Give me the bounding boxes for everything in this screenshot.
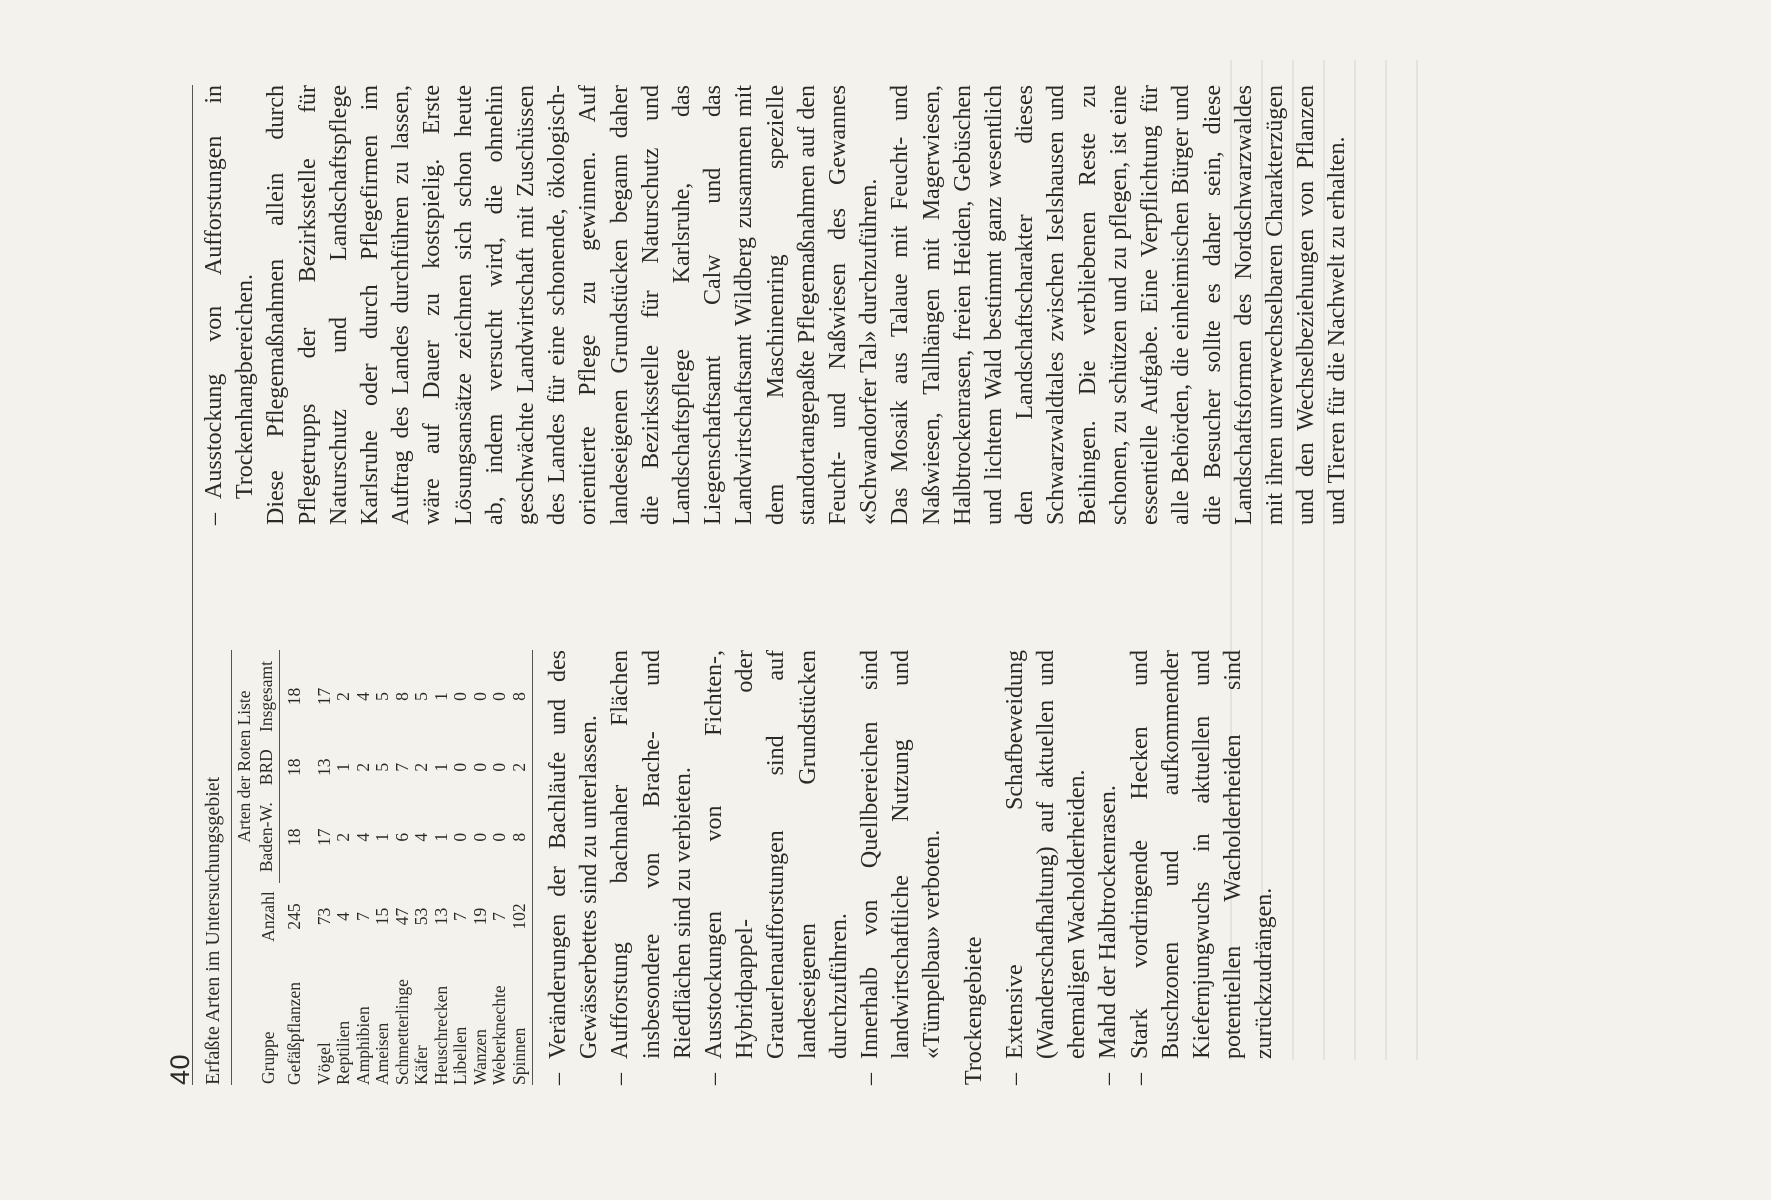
cell-bw: 17 (313, 828, 334, 846)
cell-group: Heuschrecken (430, 985, 451, 1085)
cell-group: Käfer (411, 1045, 431, 1085)
cell-count: 7 (489, 912, 509, 921)
header-red-list: Arten der Roten Liste (232, 650, 256, 883)
cell-brd: 0 (489, 762, 509, 772)
cell-group: Spinnen (510, 950, 533, 1085)
table-row (354, 650, 374, 1085)
table-row (490, 650, 510, 1085)
table-header-row (232, 650, 256, 1085)
cell-count: 15 (372, 907, 392, 926)
list-item: – Veränderungen der Bachläufe und des Gewässerbettes sind zu unterlassen. (543, 650, 605, 1085)
cell-brd: 0 (450, 762, 470, 772)
cell-total: 8 (391, 692, 412, 701)
cell-count: 245 (283, 903, 304, 930)
list-item: – Ausstockung von Aufforstungen in Trockenhangbereichen. (199, 85, 261, 525)
header-group: Gruppe (232, 950, 280, 1085)
cell-bw: 4 (352, 832, 373, 842)
cell-count: 7 (352, 912, 373, 921)
cell-bw: 0 (469, 832, 490, 842)
list-item: – Innerhalb von Quellbereichen sind landwirtschaftliche Nutzung und «Tümpelbau» verboten. (855, 650, 949, 1085)
table-row (334, 650, 354, 1085)
list-item: – Extensive Schafbeweidung (Wanderschafhaltung) auf aktuellen und ehemaligen Wacholderheiden. (1000, 650, 1094, 1085)
wetland-measures-list (543, 650, 949, 1085)
cell-total: 18 (284, 687, 304, 706)
cell-count: 53 (411, 907, 431, 926)
cell-count: 19 (469, 907, 490, 926)
table-row (280, 650, 315, 1085)
species-table (231, 650, 533, 1085)
table-row (393, 650, 413, 1085)
cell-brd: 7 (391, 762, 412, 772)
cell-total: 0 (469, 692, 490, 701)
page-number: 40 (165, 1053, 195, 1085)
cell-total: 0 (489, 692, 509, 701)
cell-bw: 2 (333, 832, 353, 842)
table-row (315, 650, 335, 1085)
cell-group: Ameisen (372, 1022, 392, 1085)
cell-total: 5 (411, 692, 431, 701)
cell-total: 8 (510, 650, 533, 743)
left-column (199, 650, 1281, 1085)
cell-brd: 1 (333, 762, 353, 772)
header-rule (192, 85, 193, 1085)
table-row (510, 650, 533, 1085)
header-brd: BRD (256, 743, 280, 791)
cell-bw: 6 (391, 832, 412, 842)
cell-count: 47 (391, 907, 412, 926)
cell-group: Schmetterlinge (391, 979, 412, 1085)
cell-total: 4 (352, 692, 373, 701)
list-item: – Ausstockungen von Fichten-, Hybridpappel- oder Grauerlenaufforstungen sind auf landeseigenen Grundstücken durchzuführen. (699, 650, 855, 1085)
cell-count: 73 (313, 907, 334, 926)
cell-bw: 0 (489, 832, 509, 842)
cell-brd: 0 (469, 762, 490, 772)
section-heading-trockengebiete: Trockengebiete (960, 936, 987, 1085)
cell-brd: 18 (284, 758, 304, 776)
cell-bw: 1 (372, 832, 392, 842)
cell-bw: 4 (411, 832, 431, 842)
header-total: Insgesamt (256, 650, 280, 743)
cell-bw: 18 (284, 828, 304, 846)
header-count: Anzahl (232, 883, 280, 950)
list-item: – Aufforstung bachnaher Flächen insbesondere von Brache- und Riedflächen sind zu verbieten. (605, 650, 699, 1085)
cell-total: 17 (313, 687, 334, 706)
cell-group: Amphibien (352, 1006, 373, 1085)
cell-total: 0 (450, 692, 470, 701)
table-row (432, 650, 452, 1085)
cell-bw: 8 (510, 791, 533, 883)
table-row (412, 650, 432, 1085)
cell-brd: 5 (372, 762, 392, 772)
cell-brd: 13 (313, 758, 334, 776)
cell-group: Reptilien (333, 1020, 353, 1085)
cell-count: 4 (333, 912, 353, 921)
table-caption: Erfaßte Arten im Untersuchungsgebiet (202, 776, 224, 1085)
body-paragraph: Diese Pflegemaßnahmen allein durch Pflegetrupps der Bezirksstelle für Naturschutz und Landschaftspflege Karlsruhe oder durch Pflegefirmen im Auftrag des Landes durchführen zu lassen, wäre auf Dauer zu kostspielig. Erste Lösungsansätze zeichnen sich schon heute ab, indem versucht wird, die ohnehin geschwächte Landwirtschaft mit Zuschüssen des Landes für eine schonende, ökologisch-orientierte Pflege zu gewinnen. Auf landeseigenen Grundstücken begann daher die Bezirksstelle für Naturschutz und Landschaftspflege Karlsruhe, das Liegenschaftsamt Calw und das Landwirtschaftsamt Wildberg zusammen mit dem Maschinenring spezielle standortangepaßte Pflegemaßnahmen auf den Feucht- und Naßwiesen des Gewannes «Schwandorfer Tal» durchzuführen. (263, 85, 883, 525)
rotated-content (165, 85, 1565, 1085)
cell-total: 1 (430, 692, 451, 701)
cell-total: 5 (372, 692, 392, 701)
cell-brd: 2 (510, 743, 533, 791)
cell-total: 2 (333, 692, 353, 701)
cell-group: Libellen (450, 1026, 470, 1085)
cell-group: Vögel (313, 1042, 334, 1085)
cell-count: 7 (450, 912, 470, 921)
table-row (471, 650, 491, 1085)
cell-brd: 1 (430, 762, 451, 772)
cell-group: Weberknechte (489, 985, 509, 1085)
cell-count: 102 (510, 883, 533, 950)
cell-brd: 2 (352, 762, 373, 772)
cell-group: Gefäßpflanzen (283, 982, 304, 1085)
list-item: – Mahd der Halbtrockenrasen. (1093, 650, 1124, 1085)
header-bw: Baden-W. (256, 791, 280, 883)
cell-bw: 1 (430, 832, 451, 842)
right-column (199, 85, 1354, 525)
cell-bw: 0 (450, 832, 470, 842)
table-row (373, 650, 393, 1085)
cell-count: 13 (430, 907, 451, 926)
cell-brd: 2 (411, 762, 431, 772)
table-row (451, 650, 471, 1085)
list-item: – Stark vordringende Hecken und Buschzonen und aufkommender Kiefernjungwuchs in aktuellen und potentiellen Wacholderheiden sind zurückzudrängen. (1125, 650, 1281, 1085)
body-paragraph: Das Mosaik aus Talaue mit Feucht- und Naßwiesen, Tallhängen mit Magerwiesen, Halbtrockenrasen, freien Heiden, Gebüschen und lichtem Wald bestimmt ganz wesentlich den Landschaftscharakter dieses Schwarzwaldtales zwischen Iselshausen und Beihingen. Die verbliebenen Reste zu schonen, zu schützen und zu pflegen, ist eine essentielle Aufgabe. Eine Verpflichtung für alle Behörden, die einheimischen Bürger und die Besucher sollte es daher sein, diese Landschaftsformen des Nordschwarzwaldes mit ihren unverwechselbaren Charakterzügen und den Wechselbeziehungen von Pflanzen und Tieren für die Nachwelt zu erhalten. (887, 85, 1351, 525)
dry-measures-list (1000, 650, 1281, 1085)
cell-group: Wanzen (469, 1029, 490, 1085)
